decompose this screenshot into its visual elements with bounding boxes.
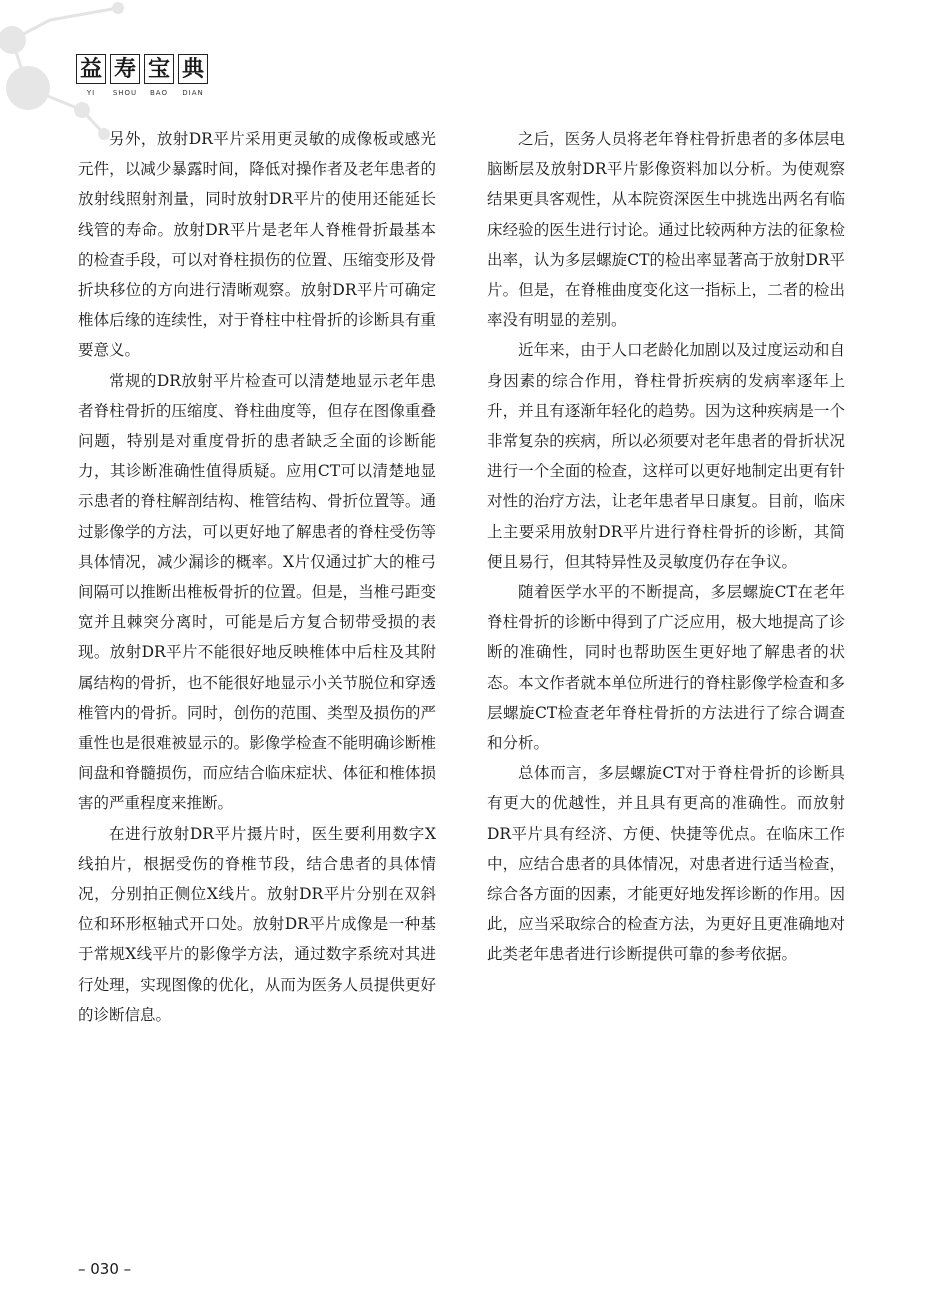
paragraph: 之后，医务人员将老年脊柱骨折患者的多体层电脑断层及放射DR平片影像资料加以分析。为使观察结果更具客观性，从本院资深医生中挑选出两名有临床经验的医生进行讨论。通过比较两种方法的征象检出率，认为多层螺旋CT的检出率显著高于放射DR平片。但是，在脊椎曲度变化这一指标上，二者的检出率没有明显的差别。 bbox=[487, 130, 845, 330]
paragraph: 总体而言，多层螺旋CT对于脊柱骨折的诊断具有更大的优越性，并且具有更高的准确性。而放射DR平片具有经济、方便、快捷等优点。在临床工作中，应结合患者的具体情况，对患者进行适当检查，综合各方面的因素，才能更好地发挥诊断的作用。因此，应当采取综合的检查方法，为更好且更准确地对此类老年患者进行诊断提供可靠的参考依据。 bbox=[487, 764, 845, 964]
logo-pinyin-syllable: BAO bbox=[150, 89, 168, 97]
right-column bbox=[487, 124, 845, 970]
paragraph: 在进行放射DR平片摄片时，医生要利用数字X线拍片，根据受伤的脊椎节段，结合患者的具体情况，分别拍正侧位X线片。放射DR平片分别在双斜位和环形枢轴式开口处。放射DR平片成像是一种基于常规X线平片的影像学方法，通过数字系统对其进行处理，实现图像的优化，从而为医务人员提供更好的诊断信息。 bbox=[78, 824, 436, 1024]
paragraph: 常规的DR放射平片检查可以清楚地显示老年患者脊柱骨折的压缩度、脊柱曲度等，但存在图像重叠问题，特别是对重度骨折的患者缺乏全面的诊断能力，其诊断准确性值得质疑。应用CT可以清楚地显示患者的脊柱解剖结构、椎管结构、骨折位置等。通过影像学的方法，可以更好地了解患者的脊柱受伤等具体情况，减少漏诊的概率。X片仅通过扩大的椎弓间隔可以推断出椎板骨折的位置。但是，当椎弓距变宽并且棘突分离时，可能是后方复合韧带受损的表现。放射DR平片不能很好地反映椎体中后柱及其附属结构的骨折，也不能很好地显示小关节脱位和穿透椎管内的骨折。同时，创伤的范围、类型及损伤的严重性也是很难被显示的。影像学检查不能明确诊断椎间盘和脊髓损伤，而应结合临床症状、体征和椎体损害的严重程度来推断。 bbox=[78, 371, 436, 813]
logo-char: 典 bbox=[178, 54, 208, 84]
logo-char: 寿 bbox=[110, 54, 140, 84]
logo-char: 宝 bbox=[144, 54, 174, 84]
logo-pinyin-syllable: SHOU bbox=[112, 89, 138, 97]
logo-pinyin-syllable: DIAN bbox=[182, 89, 204, 97]
paragraph: 随着医学水平的不断提高，多层螺旋CT在老年脊柱骨折的诊断中得到了广泛应用，极大地提高了诊断的准确性，同时也帮助医生更好地了解患者的状态。本文作者就本单位所进行的脊柱影像学检查和多层螺旋CT检查老年脊柱骨折的方法进行了综合调查和分析。 bbox=[487, 583, 845, 753]
logo-pinyin-syllable: YI bbox=[86, 89, 96, 97]
publication-logo bbox=[76, 54, 208, 97]
left-column bbox=[78, 124, 436, 1030]
logo-char: 益 bbox=[76, 54, 106, 84]
logo-title bbox=[76, 54, 208, 84]
paragraph: 近年来，由于人口老龄化加剧以及过度运动和自身因素的综合作用，脊柱骨折疾病的发病率逐年上升，并且有逐渐年轻化的趋势。因为这种疾病是一个非常复杂的疾病，所以必须要对老年患者的骨折状况进行一个全面的检查，这样可以更好地制定出更有针对性的治疗方法，让老年患者早日康复。目前，临床上主要采用放射DR平片进行脊柱骨折的诊断，其简便且易行，但其特异性及灵敏度仍存在争议。 bbox=[487, 341, 845, 571]
logo-pinyin bbox=[76, 89, 208, 97]
paragraph: 另外，放射DR平片采用更灵敏的成像板或感光元件，以减少暴露时间，降低对操作者及老年患者的放射线照射剂量，同时放射DR平片的使用还能延长线管的寿命。放射DR平片是老年人脊椎骨折最基本的检查手段，可以对脊柱损伤的位置、压缩变形及骨折块移位的方向进行清晰观察。放射DR平片可确定椎体后缘的连续性，对于脊柱中柱骨折的诊断具有重要意义。 bbox=[78, 130, 436, 360]
page-number: – 030 – bbox=[78, 1260, 132, 1278]
